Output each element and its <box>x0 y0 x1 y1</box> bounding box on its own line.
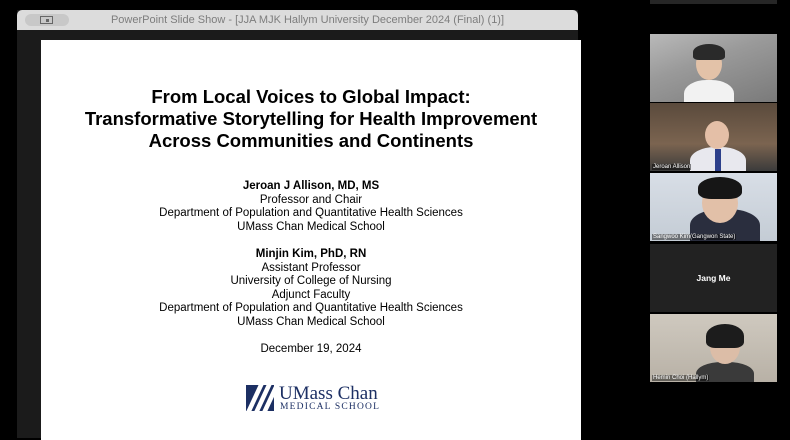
author-line: Adjunct Faculty <box>271 288 351 301</box>
participant-tile[interactable] <box>650 103 777 171</box>
shared-screen-window <box>17 10 578 438</box>
participant-tile[interactable] <box>650 173 777 241</box>
participant-tile[interactable] <box>650 34 777 102</box>
author-line: UMass Chan Medical School <box>237 315 385 328</box>
umass-logo-mark-icon <box>246 385 274 411</box>
participant-gallery <box>650 0 777 440</box>
logo-subtitle: MEDICAL SCHOOL <box>280 402 381 412</box>
participant-name: Jeroan Allison <box>653 164 691 170</box>
participant-tile[interactable] <box>650 0 777 4</box>
presentation-slide <box>41 40 581 440</box>
participant-video <box>650 103 777 171</box>
participant-name: Jang Me <box>696 273 731 283</box>
participant-video <box>650 34 777 102</box>
slide-title-line: From Local Voices to Global Impact: <box>151 86 471 107</box>
author-block-kim <box>41 248 581 330</box>
author-name: Minjin Kim, PhD, RN <box>255 248 367 260</box>
participant-video <box>650 173 777 241</box>
slide-title <box>41 86 581 152</box>
author-line: Professor and Chair <box>259 193 363 206</box>
slide-title-line: Transformative Storytelling for Health Improvement <box>84 108 538 129</box>
window-title: PowerPoint Slide Show - [JJA MJK Hallym University December 2024 (Final) (1)] <box>110 14 505 26</box>
author-line: Department of Population and Quantitative Health Sciences <box>159 207 463 220</box>
participant-video <box>650 314 777 382</box>
participant-name: Hemin Choi (Hallym) <box>653 375 709 381</box>
slide-title-line: Across Communities and Continents <box>148 130 474 151</box>
umass-chan-logo <box>246 385 386 413</box>
window-titlebar[interactable] <box>17 10 578 30</box>
author-block-allison <box>41 180 581 234</box>
author-name: Jeroan J Allison, MD, MS <box>242 180 380 192</box>
participant-tile[interactable] <box>650 314 777 382</box>
author-line: Department of Population and Quantitative Health Sciences <box>159 302 463 315</box>
participant-name: Sangwoo Kim(Gangwon State) <box>653 234 736 240</box>
slide-date: December 19, 2024 <box>260 343 362 355</box>
participant-tile[interactable] <box>650 244 777 312</box>
author-line: Assistant Professor <box>261 261 361 274</box>
author-line: UMass Chan Medical School <box>237 220 385 233</box>
logo-wordmark: UMass Chan <box>279 383 378 404</box>
author-line: University of College of Nursing <box>230 275 392 288</box>
